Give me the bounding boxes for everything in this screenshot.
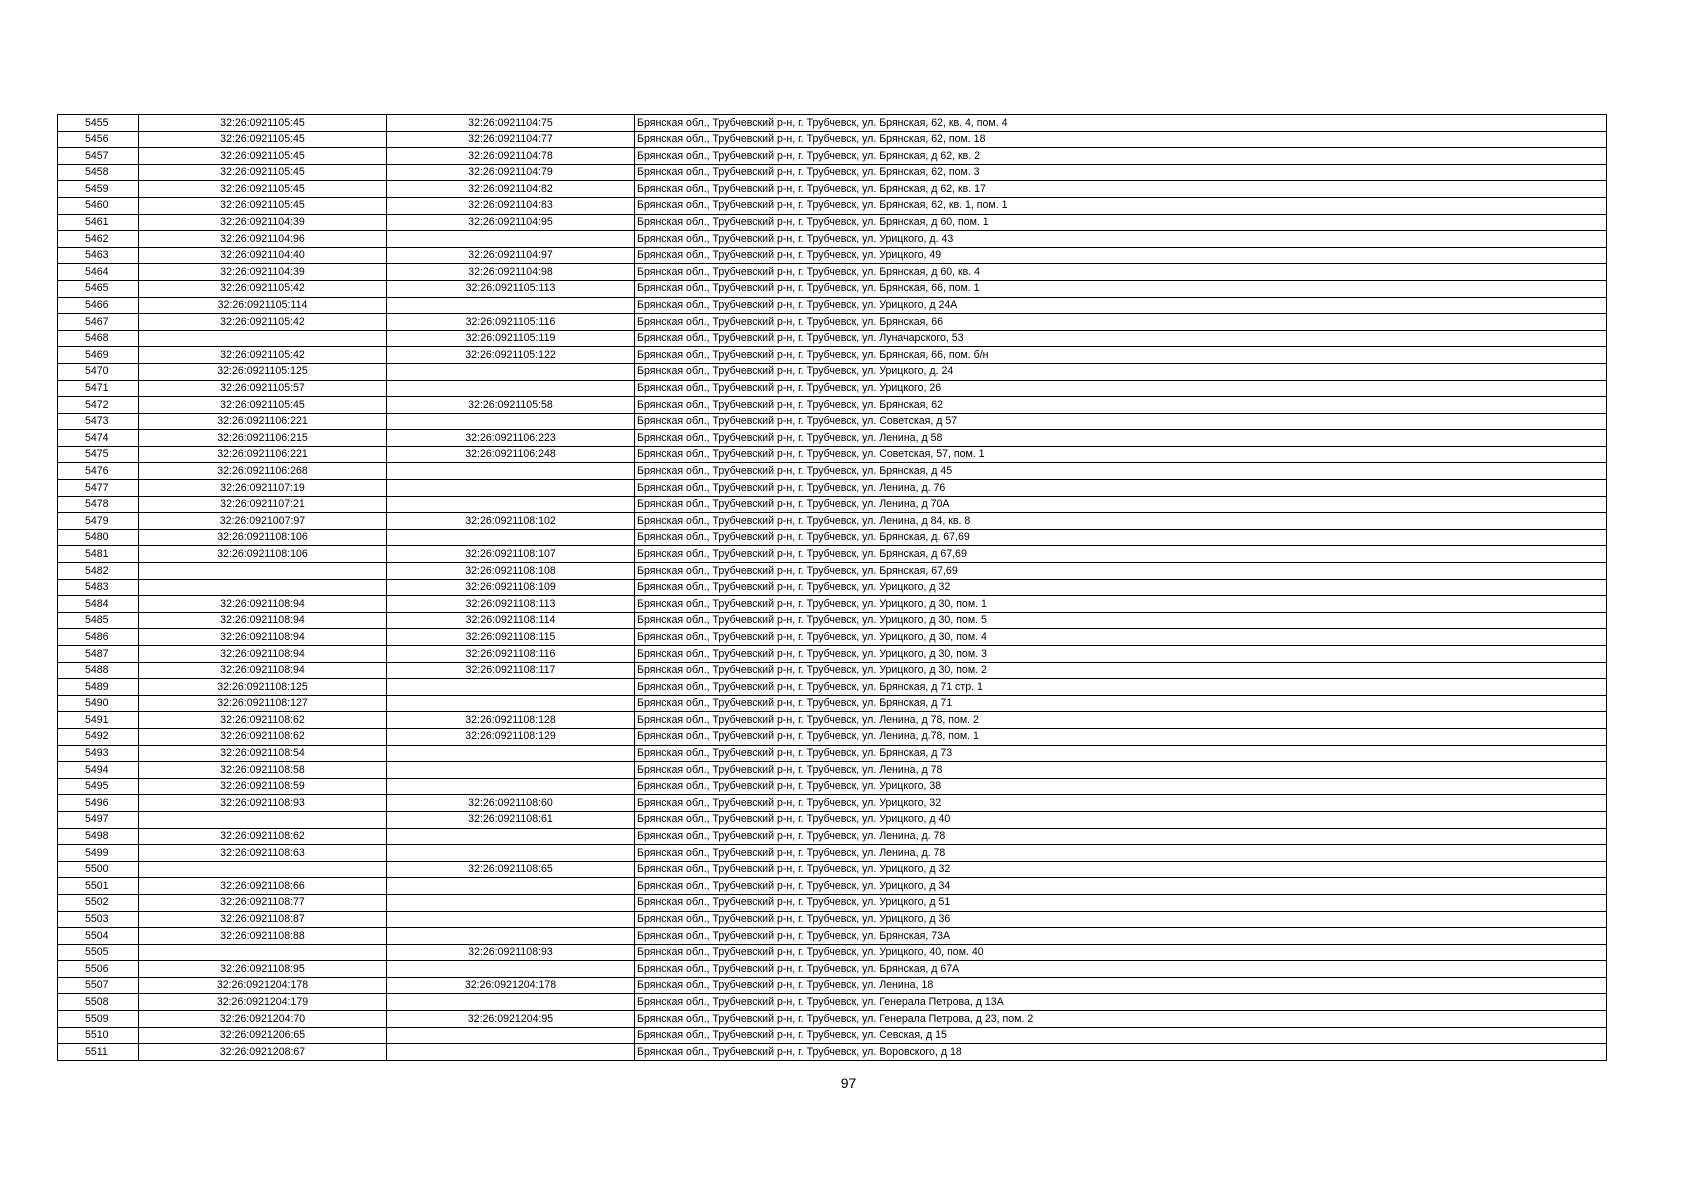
cadastral-number-cell: 32:26:0921108:77 xyxy=(139,894,387,911)
address-cell: Брянская обл., Трубчевский р-н, г. Трубчевск, ул. Урицкого, д. 43 xyxy=(635,231,1607,248)
row-number-cell: 5504 xyxy=(58,928,139,945)
table-row xyxy=(58,563,1607,580)
address-cell: Брянская обл., Трубчевский р-н, г. Трубчевск, ул. Урицкого, 26 xyxy=(635,380,1607,397)
address-cell: Брянская обл., Трубчевский р-н, г. Трубчевск, ул. Урицкого, 38 xyxy=(635,778,1607,795)
address-cell: Брянская обл., Трубчевский р-н, г. Трубчевск, ул. Урицкого, д 30, пом. 4 xyxy=(635,629,1607,646)
related-cadastral-number-cell: 32:26:0921104:77 xyxy=(387,131,635,148)
table-row xyxy=(58,164,1607,181)
address-cell: Брянская обл., Трубчевский р-н, г. Трубчевск, ул. Урицкого, д 24А xyxy=(635,297,1607,314)
related-cadastral-number-cell: 32:26:0921108:93 xyxy=(387,944,635,961)
address-cell: Брянская обл., Трубчевский р-н, г. Трубчевск, ул. Ленина, д 78 xyxy=(635,762,1607,779)
address-cell: Брянская обл., Трубчевский р-н, г. Трубчевск, ул. Ленина, 18 xyxy=(635,977,1607,994)
row-number-cell: 5470 xyxy=(58,363,139,380)
table-row xyxy=(58,513,1607,530)
row-number-cell: 5506 xyxy=(58,961,139,978)
related-cadastral-number-cell xyxy=(387,413,635,430)
row-number-cell: 5474 xyxy=(58,430,139,447)
table-row xyxy=(58,977,1607,994)
cadastral-number-cell: 32:26:0921108:87 xyxy=(139,911,387,928)
row-number-cell: 5492 xyxy=(58,728,139,745)
table-row xyxy=(58,745,1607,762)
cadastral-number-cell: 32:26:0921108:94 xyxy=(139,596,387,613)
address-cell: Брянская обл., Трубчевский р-н, г. Трубчевск, ул. Брянская, 66, пом. 1 xyxy=(635,280,1607,297)
related-cadastral-number-cell xyxy=(387,878,635,895)
table-row xyxy=(58,314,1607,331)
table-row xyxy=(58,679,1607,696)
address-cell: Брянская обл., Трубчевский р-н, г. Трубчевск, ул. Ленина, д 84, кв. 8 xyxy=(635,513,1607,530)
row-number-cell: 5497 xyxy=(58,811,139,828)
row-number-cell: 5475 xyxy=(58,446,139,463)
address-cell: Брянская обл., Трубчевский р-н, г. Трубчевск, ул. Урицкого, д 30, пом. 5 xyxy=(635,612,1607,629)
related-cadastral-number-cell: 32:26:0921108:65 xyxy=(387,861,635,878)
table-row xyxy=(58,231,1607,248)
table-row xyxy=(58,430,1607,447)
table-row xyxy=(58,397,1607,414)
address-cell: Брянская обл., Трубчевский р-н, г. Трубчевск, ул. Брянская, 62, пом. 18 xyxy=(635,131,1607,148)
related-cadastral-number-cell xyxy=(387,695,635,712)
related-cadastral-number-cell xyxy=(387,529,635,546)
table-row xyxy=(58,695,1607,712)
address-cell: Брянская обл., Трубчевский р-н, г. Трубчевск, ул. Воровского, д 18 xyxy=(635,1044,1607,1061)
address-cell: Брянская обл., Трубчевский р-н, г. Трубчевск, ул. Брянская, д 71 xyxy=(635,695,1607,712)
table-row xyxy=(58,197,1607,214)
row-number-cell: 5465 xyxy=(58,280,139,297)
table-row xyxy=(58,944,1607,961)
table-row xyxy=(58,264,1607,281)
table-row xyxy=(58,297,1607,314)
related-cadastral-number-cell xyxy=(387,928,635,945)
address-cell: Брянская обл., Трубчевский р-н, г. Трубчевск, ул. Брянская, д 62, кв. 2 xyxy=(635,148,1607,165)
table-row xyxy=(58,131,1607,148)
related-cadastral-number-cell xyxy=(387,961,635,978)
cadastral-number-cell: 32:26:0921106:268 xyxy=(139,463,387,480)
table-row xyxy=(58,728,1607,745)
address-cell: Брянская обл., Трубчевский р-н, г. Трубчевск, ул. Брянская, 62, кв. 4, пом. 4 xyxy=(635,115,1607,132)
address-cell: Брянская обл., Трубчевский р-н, г. Трубчевск, ул. Советская, д 57 xyxy=(635,413,1607,430)
related-cadastral-number-cell xyxy=(387,231,635,248)
address-cell: Брянская обл., Трубчевский р-н, г. Трубчевск, ул. Брянская, д 67А xyxy=(635,961,1607,978)
address-cell: Брянская обл., Трубчевский р-н, г. Трубчевск, ул. Брянская, 62, кв. 1, пом. 1 xyxy=(635,197,1607,214)
row-number-cell: 5485 xyxy=(58,612,139,629)
row-number-cell: 5495 xyxy=(58,778,139,795)
table-row xyxy=(58,446,1607,463)
row-number-cell: 5487 xyxy=(58,646,139,663)
address-cell: Брянская обл., Трубчевский р-н, г. Трубчевск, ул. Брянская, 67,69 xyxy=(635,563,1607,580)
address-cell: Брянская обл., Трубчевский р-н, г. Трубчевск, ул. Брянская, д 45 xyxy=(635,463,1607,480)
related-cadastral-number-cell: 32:26:0921104:95 xyxy=(387,214,635,231)
address-cell: Брянская обл., Трубчевский р-н, г. Трубчевск, ул. Брянская, 66 xyxy=(635,314,1607,331)
related-cadastral-number-cell: 32:26:0921108:61 xyxy=(387,811,635,828)
address-cell: Брянская обл., Трубчевский р-н, г. Трубчевск, ул. Брянская, д 73 xyxy=(635,745,1607,762)
row-number-cell: 5482 xyxy=(58,563,139,580)
related-cadastral-number-cell: 32:26:0921108:114 xyxy=(387,612,635,629)
cadastral-number-cell: 32:26:0921108:94 xyxy=(139,662,387,679)
cadastral-number-cell: 32:26:0921108:62 xyxy=(139,828,387,845)
cadastral-number-cell: 32:26:0921104:96 xyxy=(139,231,387,248)
table-row xyxy=(58,463,1607,480)
table-row xyxy=(58,778,1607,795)
cadastral-number-cell: 32:26:0921105:125 xyxy=(139,363,387,380)
address-cell: Брянская обл., Трубчевский р-н, г. Трубчевск, ул. Урицкого, д 32 xyxy=(635,579,1607,596)
cadastral-number-cell: 32:26:0921108:95 xyxy=(139,961,387,978)
row-number-cell: 5498 xyxy=(58,828,139,845)
table-row xyxy=(58,795,1607,812)
related-cadastral-number-cell: 32:26:0921108:115 xyxy=(387,629,635,646)
address-cell: Брянская обл., Трубчевский р-н, г. Трубчевск, ул. Урицкого, д 51 xyxy=(635,894,1607,911)
page-number: 97 xyxy=(840,1075,857,1091)
cadastral-number-cell: 32:26:0921204:70 xyxy=(139,1011,387,1028)
row-number-cell: 5493 xyxy=(58,745,139,762)
cadastral-number-cell: 32:26:0921108:94 xyxy=(139,646,387,663)
table-row xyxy=(58,894,1607,911)
table-row xyxy=(58,413,1607,430)
row-number-cell: 5459 xyxy=(58,181,139,198)
related-cadastral-number-cell: 32:26:0921106:248 xyxy=(387,446,635,463)
row-number-cell: 5500 xyxy=(58,861,139,878)
row-number-cell: 5488 xyxy=(58,662,139,679)
related-cadastral-number-cell xyxy=(387,480,635,497)
address-cell: Брянская обл., Трубчевский р-н, г. Трубчевск, ул. Ленина, д. 76 xyxy=(635,480,1607,497)
row-number-cell: 5466 xyxy=(58,297,139,314)
cadastral-number-cell: 32:26:0921106:215 xyxy=(139,430,387,447)
address-cell: Брянская обл., Трубчевский р-н, г. Трубчевск, ул. Брянская, 66, пом. б/н xyxy=(635,347,1607,364)
address-cell: Брянская обл., Трубчевский р-н, г. Трубчевск, ул. Брянская, 62 xyxy=(635,397,1607,414)
cadastral-number-cell: 32:26:0921108:106 xyxy=(139,529,387,546)
related-cadastral-number-cell: 32:26:0921104:75 xyxy=(387,115,635,132)
cadastral-number-cell: 32:26:0921106:221 xyxy=(139,413,387,430)
cadastral-number-cell: 32:26:0921108:88 xyxy=(139,928,387,945)
address-cell: Брянская обл., Трубчевский р-н, г. Трубчевск, ул. Брянская, д 60, кв. 4 xyxy=(635,264,1607,281)
table-row xyxy=(58,579,1607,596)
related-cadastral-number-cell xyxy=(387,496,635,513)
related-cadastral-number-cell xyxy=(387,828,635,845)
related-cadastral-number-cell: 32:26:0921105:113 xyxy=(387,280,635,297)
address-cell: Брянская обл., Трубчевский р-н, г. Трубчевск, ул. Урицкого, д 30, пом. 3 xyxy=(635,646,1607,663)
related-cadastral-number-cell: 32:26:0921108:60 xyxy=(387,795,635,812)
row-number-cell: 5472 xyxy=(58,397,139,414)
address-cell: Брянская обл., Трубчевский р-н, г. Трубчевск, ул. Брянская, д 60, пом. 1 xyxy=(635,214,1607,231)
cadastral-number-cell: 32:26:0921104:39 xyxy=(139,214,387,231)
related-cadastral-number-cell: 32:26:0921108:113 xyxy=(387,596,635,613)
cadastral-number-cell xyxy=(139,330,387,347)
cadastral-number-cell: 32:26:0921105:42 xyxy=(139,280,387,297)
cadastral-number-cell: 32:26:0921105:45 xyxy=(139,164,387,181)
cadastral-number-cell: 32:26:0921105:45 xyxy=(139,181,387,198)
cadastral-number-cell: 32:26:0921007:97 xyxy=(139,513,387,530)
cadastral-number-cell: 32:26:0921105:45 xyxy=(139,115,387,132)
related-cadastral-number-cell xyxy=(387,994,635,1011)
cadastral-number-cell: 32:26:0921105:45 xyxy=(139,197,387,214)
cadastral-number-cell: 32:26:0921107:21 xyxy=(139,496,387,513)
related-cadastral-number-cell: 32:26:0921108:102 xyxy=(387,513,635,530)
table-row xyxy=(58,612,1607,629)
address-cell: Брянская обл., Трубчевский р-н, г. Трубчевск, ул. Урицкого, д 34 xyxy=(635,878,1607,895)
related-cadastral-number-cell: 32:26:0921104:98 xyxy=(387,264,635,281)
table-body xyxy=(58,115,1607,1061)
related-cadastral-number-cell xyxy=(387,845,635,862)
cadastral-number-cell: 32:26:0921204:179 xyxy=(139,994,387,1011)
table-row xyxy=(58,1044,1607,1061)
row-number-cell: 5469 xyxy=(58,347,139,364)
table-row xyxy=(58,148,1607,165)
table-row xyxy=(58,762,1607,779)
row-number-cell: 5496 xyxy=(58,795,139,812)
related-cadastral-number-cell: 32:26:0921108:108 xyxy=(387,563,635,580)
address-cell: Брянская обл., Трубчевский р-н, г. Трубчевск, ул. Ленина, д.78, пом. 1 xyxy=(635,728,1607,745)
table-row xyxy=(58,994,1607,1011)
row-number-cell: 5460 xyxy=(58,197,139,214)
row-number-cell: 5455 xyxy=(58,115,139,132)
table-row xyxy=(58,629,1607,646)
cadastral-number-cell: 32:26:0921108:62 xyxy=(139,728,387,745)
table-row xyxy=(58,363,1607,380)
row-number-cell: 5490 xyxy=(58,695,139,712)
cadastral-number-cell xyxy=(139,861,387,878)
cadastral-number-cell: 32:26:0921108:125 xyxy=(139,679,387,696)
address-cell: Брянская обл., Трубчевский р-н, г. Трубчевск, ул. Урицкого, д. 24 xyxy=(635,363,1607,380)
related-cadastral-number-cell xyxy=(387,363,635,380)
row-number-cell: 5503 xyxy=(58,911,139,928)
cadastral-number-cell: 32:26:0921208:67 xyxy=(139,1044,387,1061)
related-cadastral-number-cell: 32:26:0921108:116 xyxy=(387,646,635,663)
related-cadastral-number-cell: 32:26:0921104:79 xyxy=(387,164,635,181)
address-cell: Брянская обл., Трубчевский р-н, г. Трубчевск, ул. Урицкого, д 30, пом. 1 xyxy=(635,596,1607,613)
related-cadastral-number-cell: 32:26:0921106:223 xyxy=(387,430,635,447)
row-number-cell: 5509 xyxy=(58,1011,139,1028)
address-cell: Брянская обл., Трубчевский р-н, г. Трубчевск, ул. Ленина, д. 78 xyxy=(635,828,1607,845)
related-cadastral-number-cell: 32:26:0921105:122 xyxy=(387,347,635,364)
address-cell: Брянская обл., Трубчевский р-н, г. Трубчевск, ул. Брянская, 73А xyxy=(635,928,1607,945)
table-row xyxy=(58,596,1607,613)
cadastral-number-cell: 32:26:0921105:57 xyxy=(139,380,387,397)
cadastral-number-cell: 32:26:0921108:63 xyxy=(139,845,387,862)
address-cell: Брянская обл., Трубчевский р-н, г. Трубчевск, ул. Урицкого, д 32 xyxy=(635,861,1607,878)
row-number-cell: 5477 xyxy=(58,480,139,497)
cadastral-number-cell: 32:26:0921108:94 xyxy=(139,612,387,629)
cadastral-number-cell: 32:26:0921108:62 xyxy=(139,712,387,729)
related-cadastral-number-cell xyxy=(387,380,635,397)
address-cell: Брянская обл., Трубчевский р-н, г. Трубчевск, ул. Урицкого, д 30, пом. 2 xyxy=(635,662,1607,679)
row-number-cell: 5511 xyxy=(58,1044,139,1061)
row-number-cell: 5483 xyxy=(58,579,139,596)
related-cadastral-number-cell: 32:26:0921104:83 xyxy=(387,197,635,214)
row-number-cell: 5467 xyxy=(58,314,139,331)
cadastral-number-cell: 32:26:0921105:114 xyxy=(139,297,387,314)
address-cell: Брянская обл., Трубчевский р-н, г. Трубчевск, ул. Урицкого, д 36 xyxy=(635,911,1607,928)
cadastral-number-cell: 32:26:0921108:59 xyxy=(139,778,387,795)
table-row xyxy=(58,1027,1607,1044)
related-cadastral-number-cell xyxy=(387,463,635,480)
address-cell: Брянская обл., Трубчевский р-н, г. Трубчевск, ул. Советская, 57, пом. 1 xyxy=(635,446,1607,463)
address-cell: Брянская обл., Трубчевский р-н, г. Трубчевск, ул. Урицкого, д 40 xyxy=(635,811,1607,828)
row-number-cell: 5457 xyxy=(58,148,139,165)
table-row xyxy=(58,546,1607,563)
table-row xyxy=(58,247,1607,264)
address-cell: Брянская обл., Трубчевский р-н, г. Трубчевск, ул. Брянская, д 67,69 xyxy=(635,546,1607,563)
table-row xyxy=(58,861,1607,878)
table-row xyxy=(58,347,1607,364)
cadastral-number-cell xyxy=(139,811,387,828)
related-cadastral-number-cell: 32:26:0921105:119 xyxy=(387,330,635,347)
table-row xyxy=(58,115,1607,132)
table-row xyxy=(58,911,1607,928)
table-row xyxy=(58,845,1607,862)
row-number-cell: 5464 xyxy=(58,264,139,281)
address-cell: Брянская обл., Трубчевский р-н, г. Трубчевск, ул. Луначарского, 53 xyxy=(635,330,1607,347)
cadastral-number-cell: 32:26:0921106:221 xyxy=(139,446,387,463)
table-row xyxy=(58,380,1607,397)
row-number-cell: 5473 xyxy=(58,413,139,430)
table-row xyxy=(58,480,1607,497)
row-number-cell: 5463 xyxy=(58,247,139,264)
row-number-cell: 5505 xyxy=(58,944,139,961)
table-row xyxy=(58,828,1607,845)
related-cadastral-number-cell xyxy=(387,1044,635,1061)
row-number-cell: 5484 xyxy=(58,596,139,613)
row-number-cell: 5462 xyxy=(58,231,139,248)
cadastral-number-cell: 32:26:0921108:94 xyxy=(139,629,387,646)
table-row xyxy=(58,330,1607,347)
row-number-cell: 5501 xyxy=(58,878,139,895)
address-cell: Брянская обл., Трубчевский р-н, г. Трубчевск, ул. Генерала Петрова, д 13А xyxy=(635,994,1607,1011)
table-row xyxy=(58,811,1607,828)
address-cell: Брянская обл., Трубчевский р-н, г. Трубчевск, ул. Брянская, д. 67,69 xyxy=(635,529,1607,546)
related-cadastral-number-cell: 32:26:0921104:82 xyxy=(387,181,635,198)
row-number-cell: 5491 xyxy=(58,712,139,729)
row-number-cell: 5499 xyxy=(58,845,139,862)
related-cadastral-number-cell: 32:26:0921204:95 xyxy=(387,1011,635,1028)
row-number-cell: 5481 xyxy=(58,546,139,563)
row-number-cell: 5494 xyxy=(58,762,139,779)
table-row xyxy=(58,646,1607,663)
related-cadastral-number-cell: 32:26:0921108:129 xyxy=(387,728,635,745)
cadastral-number-cell xyxy=(139,579,387,596)
related-cadastral-number-cell xyxy=(387,745,635,762)
row-number-cell: 5479 xyxy=(58,513,139,530)
address-cell: Брянская обл., Трубчевский р-н, г. Трубчевск, ул. Севская, д 15 xyxy=(635,1027,1607,1044)
related-cadastral-number-cell xyxy=(387,778,635,795)
table-row xyxy=(58,181,1607,198)
row-number-cell: 5471 xyxy=(58,380,139,397)
row-number-cell: 5489 xyxy=(58,679,139,696)
row-number-cell: 5478 xyxy=(58,496,139,513)
cadastral-number-cell: 32:26:0921108:127 xyxy=(139,695,387,712)
table-row xyxy=(58,529,1607,546)
address-cell: Брянская обл., Трубчевский р-н, г. Трубчевск, ул. Урицкого, 32 xyxy=(635,795,1607,812)
related-cadastral-number-cell xyxy=(387,297,635,314)
cadastral-number-cell xyxy=(139,563,387,580)
table-row xyxy=(58,1011,1607,1028)
related-cadastral-number-cell xyxy=(387,1027,635,1044)
table-row xyxy=(58,662,1607,679)
address-cell: Брянская обл., Трубчевский р-н, г. Трубчевск, ул. Брянская, д 71 стр. 1 xyxy=(635,679,1607,696)
cadastral-number-cell: 32:26:0921104:39 xyxy=(139,264,387,281)
cadastral-number-cell: 32:26:0921105:42 xyxy=(139,347,387,364)
row-number-cell: 5461 xyxy=(58,214,139,231)
related-cadastral-number-cell: 32:26:0921105:116 xyxy=(387,314,635,331)
address-cell: Брянская обл., Трубчевский р-н, г. Трубчевск, ул. Брянская, 62, пом. 3 xyxy=(635,164,1607,181)
table-row xyxy=(58,928,1607,945)
related-cadastral-number-cell xyxy=(387,894,635,911)
related-cadastral-number-cell: 32:26:0921108:128 xyxy=(387,712,635,729)
address-cell: Брянская обл., Трубчевский р-н, г. Трубчевск, ул. Ленина, д 70А xyxy=(635,496,1607,513)
cadastral-number-cell: 32:26:0921105:45 xyxy=(139,148,387,165)
cadastral-number-cell: 32:26:0921104:40 xyxy=(139,247,387,264)
cadastral-number-cell: 32:26:0921204:178 xyxy=(139,977,387,994)
row-number-cell: 5480 xyxy=(58,529,139,546)
cadastral-table xyxy=(57,114,1607,1061)
related-cadastral-number-cell: 32:26:0921108:107 xyxy=(387,546,635,563)
table-row xyxy=(58,878,1607,895)
related-cadastral-number-cell: 32:26:0921108:109 xyxy=(387,579,635,596)
table-row xyxy=(58,496,1607,513)
related-cadastral-number-cell xyxy=(387,679,635,696)
row-number-cell: 5502 xyxy=(58,894,139,911)
cadastral-number-cell: 32:26:0921105:45 xyxy=(139,397,387,414)
row-number-cell: 5486 xyxy=(58,629,139,646)
row-number-cell: 5507 xyxy=(58,977,139,994)
related-cadastral-number-cell: 32:26:0921104:78 xyxy=(387,148,635,165)
address-cell: Брянская обл., Трубчевский р-н, г. Трубчевск, ул. Брянская, д 62, кв. 17 xyxy=(635,181,1607,198)
address-cell: Брянская обл., Трубчевский р-н, г. Трубчевск, ул. Генерала Петрова, д 23, пом. 2 xyxy=(635,1011,1607,1028)
cadastral-number-cell xyxy=(139,944,387,961)
related-cadastral-number-cell: 32:26:0921204:178 xyxy=(387,977,635,994)
table-row xyxy=(58,280,1607,297)
cadastral-number-cell: 32:26:0921108:66 xyxy=(139,878,387,895)
address-cell: Брянская обл., Трубчевский р-н, г. Трубчевск, ул. Ленина, д. 78 xyxy=(635,845,1607,862)
related-cadastral-number-cell xyxy=(387,762,635,779)
cadastral-number-cell: 32:26:0921105:42 xyxy=(139,314,387,331)
cadastral-number-cell: 32:26:0921107:19 xyxy=(139,480,387,497)
address-cell: Брянская обл., Трубчевский р-н, г. Трубчевск, ул. Урицкого, 49 xyxy=(635,247,1607,264)
cadastral-number-cell: 32:26:0921108:93 xyxy=(139,795,387,812)
cadastral-number-cell: 32:26:0921105:45 xyxy=(139,131,387,148)
table-row xyxy=(58,214,1607,231)
related-cadastral-number-cell: 32:26:0921104:97 xyxy=(387,247,635,264)
related-cadastral-number-cell xyxy=(387,911,635,928)
table-row xyxy=(58,712,1607,729)
cadastral-number-cell: 32:26:0921206:65 xyxy=(139,1027,387,1044)
address-cell: Брянская обл., Трубчевский р-н, г. Трубчевск, ул. Ленина, д 58 xyxy=(635,430,1607,447)
table-row xyxy=(58,961,1607,978)
address-cell: Брянская обл., Трубчевский р-н, г. Трубчевск, ул. Ленина, д 78, пом. 2 xyxy=(635,712,1607,729)
related-cadastral-number-cell: 32:26:0921108:117 xyxy=(387,662,635,679)
cadastral-number-cell: 32:26:0921108:106 xyxy=(139,546,387,563)
address-cell: Брянская обл., Трубчевский р-н, г. Трубчевск, ул. Урицкого, 40, пом. 40 xyxy=(635,944,1607,961)
row-number-cell: 5476 xyxy=(58,463,139,480)
cadastral-number-cell: 32:26:0921108:58 xyxy=(139,762,387,779)
row-number-cell: 5468 xyxy=(58,330,139,347)
row-number-cell: 5508 xyxy=(58,994,139,1011)
cadastral-number-cell: 32:26:0921108:54 xyxy=(139,745,387,762)
row-number-cell: 5456 xyxy=(58,131,139,148)
row-number-cell: 5510 xyxy=(58,1027,139,1044)
related-cadastral-number-cell: 32:26:0921105:58 xyxy=(387,397,635,414)
row-number-cell: 5458 xyxy=(58,164,139,181)
